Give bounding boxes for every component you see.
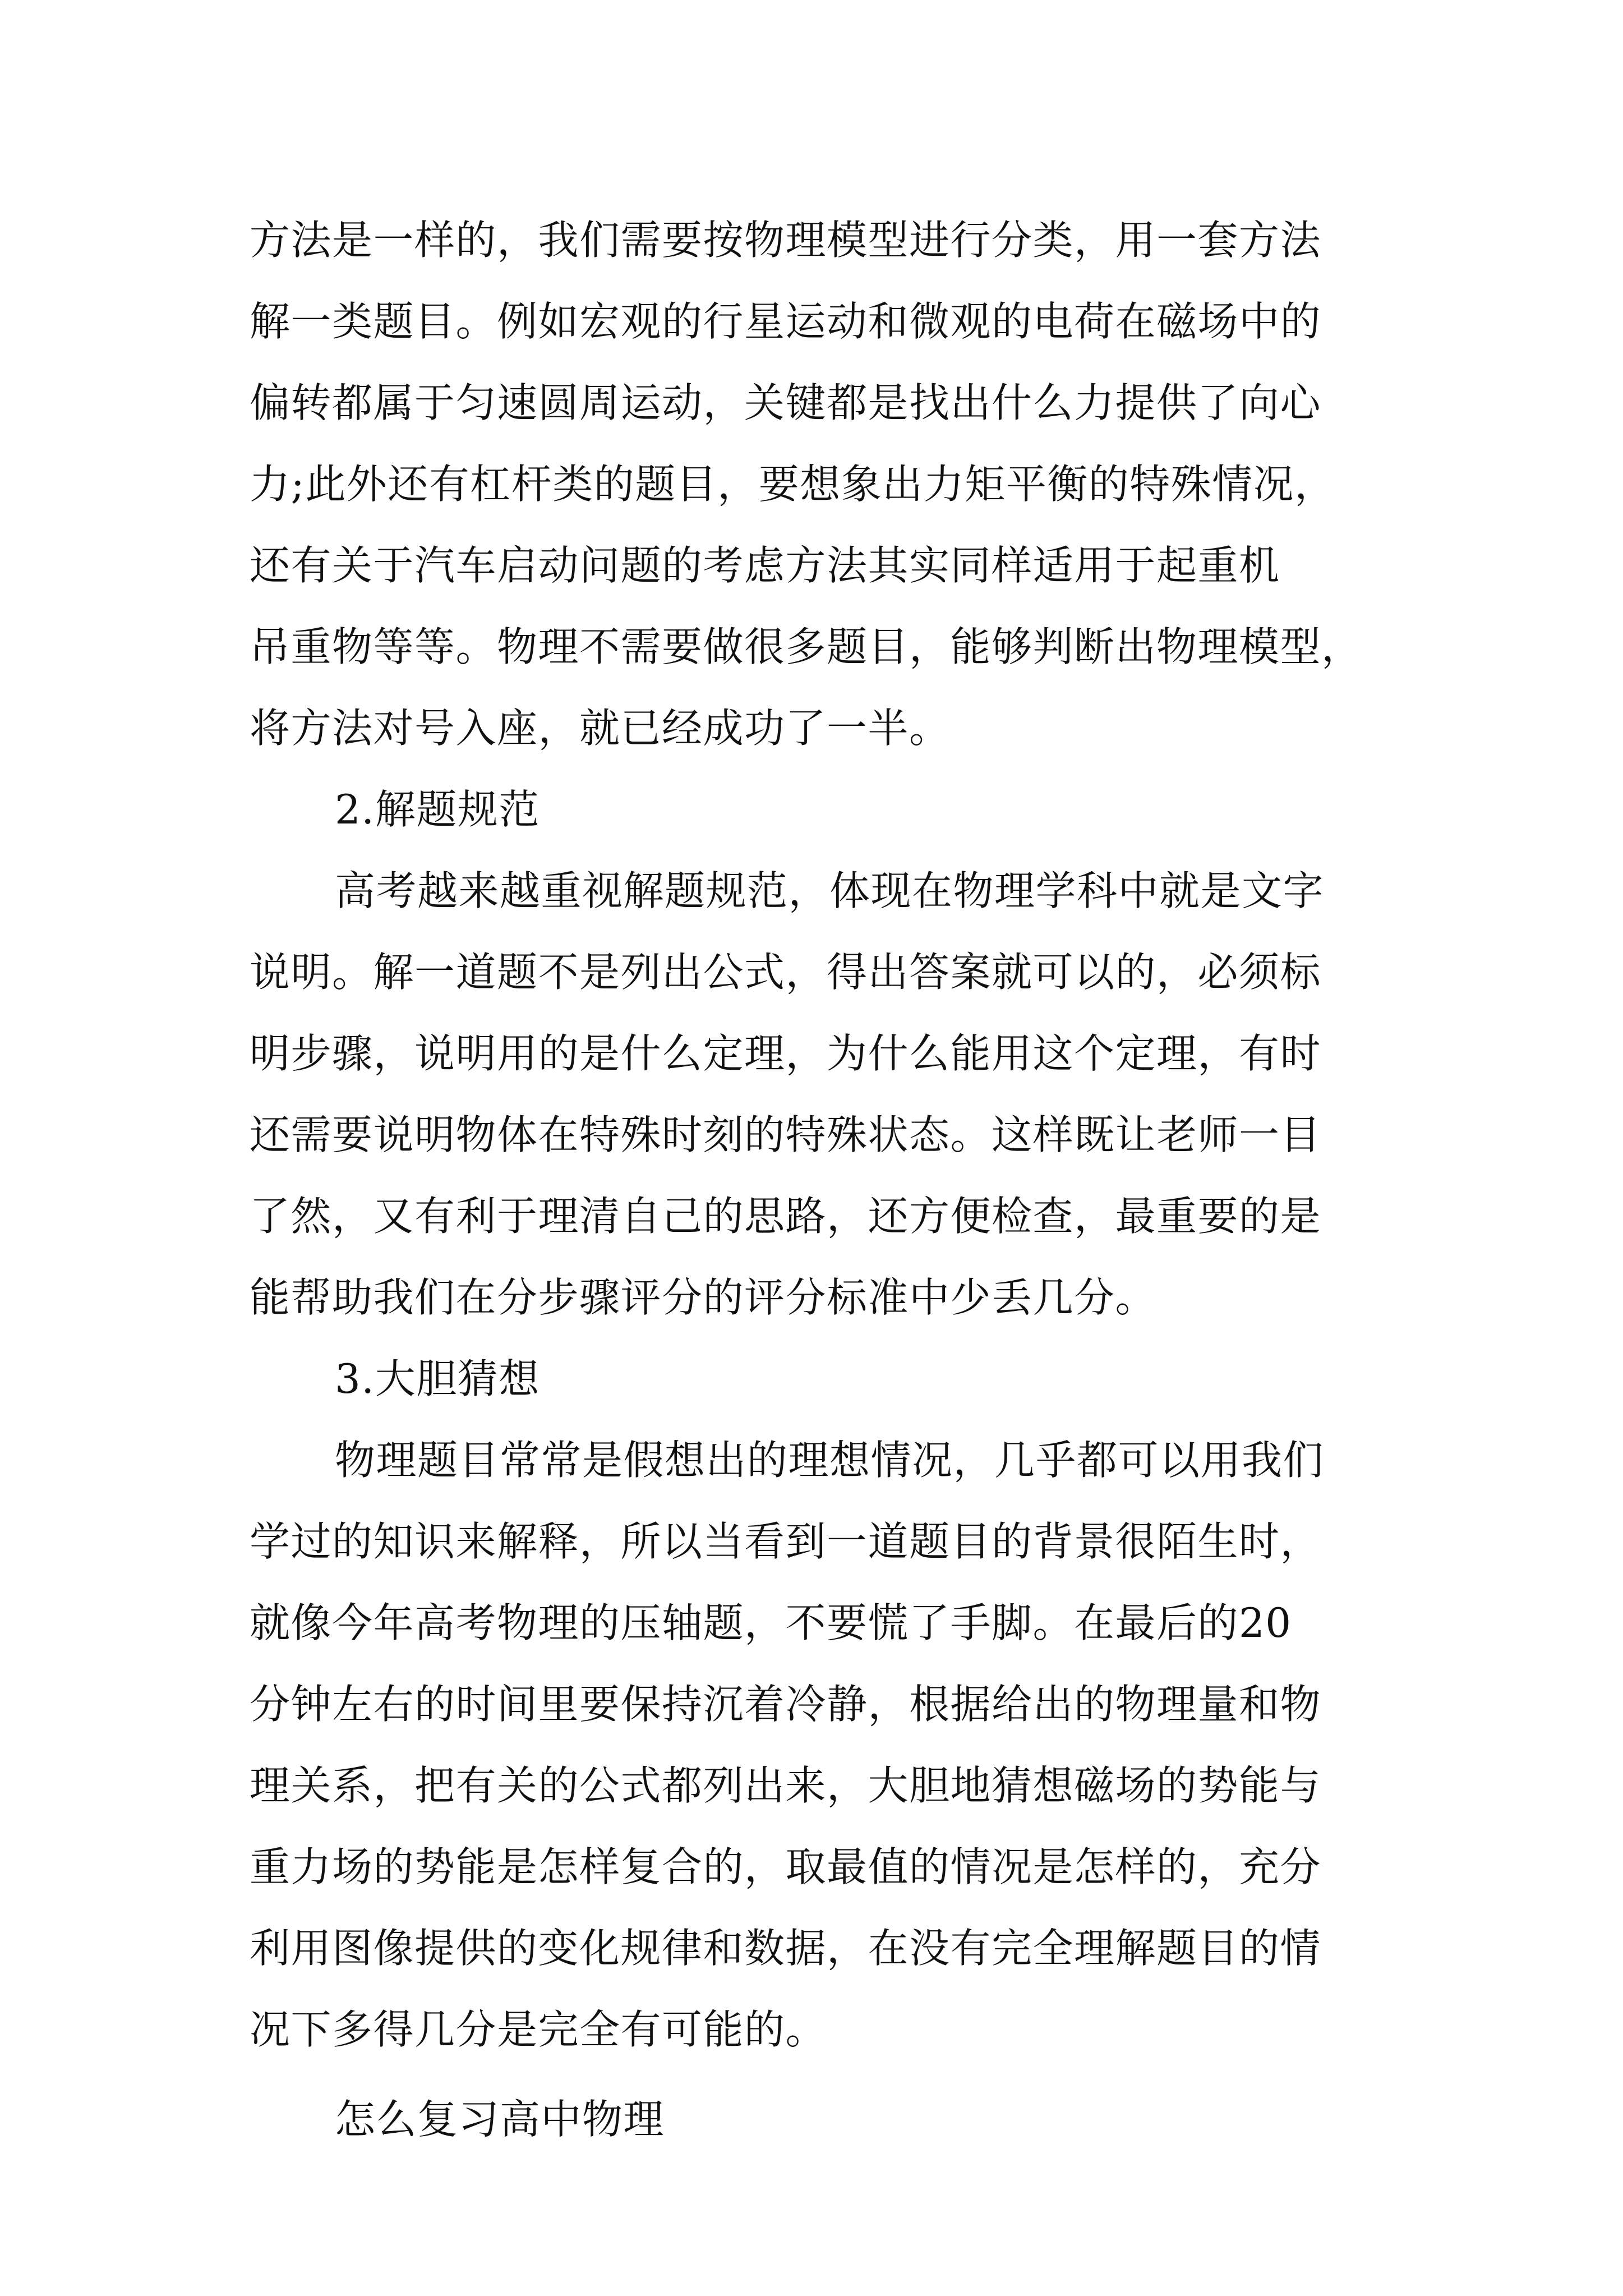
body-text-line: 利用图像提供的变化规律和数据，在没有完全理解题目的情: [250, 1925, 1322, 1972]
body-text-line: 方法是一样的，我们需要按物理模型进行分类，用一套方法: [250, 217, 1322, 264]
body-text-line: 了然，又有利于理清自己的思路，还方便检查，最重要的是: [250, 1193, 1322, 1240]
body-text-line: 明步骤，说明用的是什么定理，为什么能用这个定理，有时: [250, 1030, 1322, 1077]
section-title: 怎么复习高中物理: [335, 2096, 665, 2143]
body-text-line: 重力场的势能是怎样复合的，取最值的情况是怎样的，充分: [250, 1843, 1322, 1890]
body-text-line: 还需要说明物体在特殊时刻的特殊状态。这样既让老师一目: [250, 1111, 1322, 1158]
body-text-line: 分钟左右的时间里要保持沉着冷静，根据给出的物理量和物: [250, 1681, 1322, 1728]
section-heading: 3.大胆猜想: [335, 1355, 540, 1402]
body-text-line: 还有关于汽车启动问题的考虑方法其实同样适用于起重机: [250, 542, 1280, 589]
body-text-line: 偏转都属于匀速圆周运动，关键都是找出什么力提供了向心: [250, 379, 1322, 426]
body-text-line: 说明。解一道题不是列出公式，得出答案就可以的，必须标: [250, 949, 1322, 996]
body-text-line: 高考越来越重视解题规范，体现在物理学科中就是文字: [335, 867, 1325, 914]
body-text-line: 解一类题目。例如宏观的行星运动和微观的电荷在磁场中的: [250, 298, 1322, 345]
body-text-line: 将方法对号入座，就已经成功了一半。: [250, 705, 951, 752]
body-text-line: 况下多得几分是完全有可能的。: [250, 2006, 827, 2053]
body-text-line: 物理题目常常是假想出的理想情况，几乎都可以用我们: [335, 1437, 1325, 1484]
section-heading: 2.解题规范: [335, 786, 540, 833]
body-text-line: 学过的知识来解释，所以当看到一道题目的背景很陌生时，: [250, 1518, 1322, 1565]
body-text-line: 吊重物等等。物理不需要做很多题目，能够判断出物理模型，: [250, 623, 1363, 670]
body-text-line: 力;此外还有杠杆类的题目，要想象出力矩平衡的特殊情况，: [250, 461, 1336, 508]
body-text-line: 理关系，把有关的公式都列出来，大胆地猜想磁场的势能与: [250, 1762, 1322, 1809]
body-text-line: 能帮助我们在分步骤评分的评分标准中少丢几分。: [250, 1274, 1157, 1321]
body-text-line: 就像今年高考物理的压轴题，不要慌了手脚。在最后的20: [250, 1599, 1292, 1646]
